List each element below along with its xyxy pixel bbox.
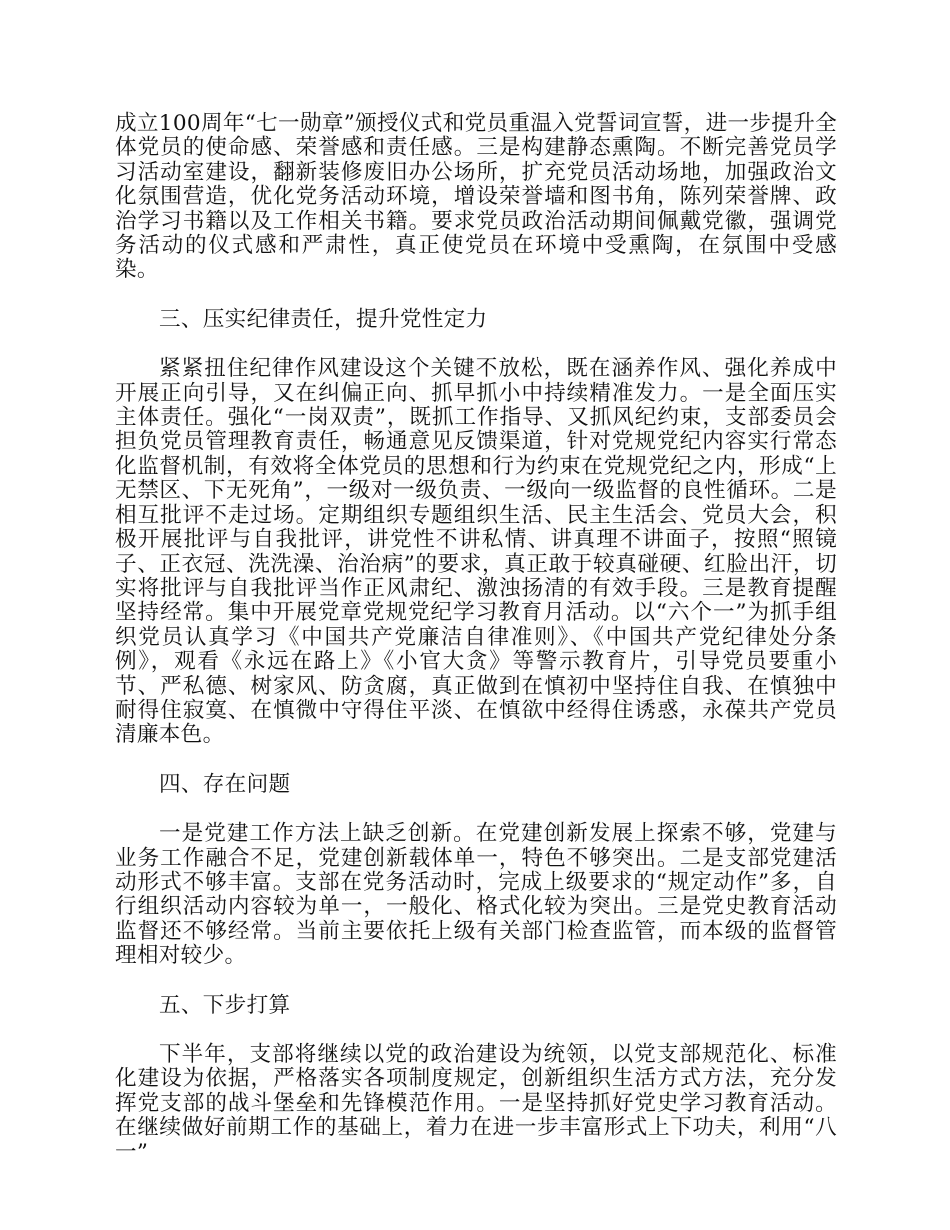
- paragraph-gap: [115, 332, 837, 357]
- document-page: [115, 112, 837, 1165]
- paragraph-section-5: 下半年，支部将继续以党的政治建设为统领，以党支部规范化、标准化建设为依据，严格落实各项制度规定，创新组织生活方式方法，充分发挥党支部的战斗堡垒和先锋模范作用。一是坚持抓好党史学习教育活动。在继续做好前期工作的基础上，着力在进一步丰富形式上下功夫，利用“八一”: [115, 1042, 837, 1165]
- paragraph-section-4: 一是党建工作方法上缺乏创新。在党建创新发展上探索不够，党建与业务工作融合不足，党建创新载体单一，特色不够突出。二是支部党建活动形式不够丰富。支部在党务活动时，完成上级要求的“规定动作”多，自行组织活动内容较为单一，一般化、格式化较为突出。三是党史教育活动监督还不够经常。当前主要依托上级有关部门检查监管，而本级的监督管理相对较少。: [115, 821, 837, 969]
- section-heading-3: 三、压实纪律责任，提升党性定力: [159, 306, 488, 332]
- paragraph-gap: [115, 283, 837, 308]
- paragraph-gap: [115, 1018, 837, 1043]
- section-heading-5: 五、下步打算: [159, 992, 291, 1018]
- paragraph-gap: [115, 748, 837, 773]
- section-heading-4: 四、存在问题: [159, 771, 291, 797]
- paragraph-gap: [115, 797, 837, 822]
- paragraph-continued: 成立100周年“七一勋章”颁授仪式和党员重温入党誓词宣誓，进一步提升全体党员的使命感、荣誉感和责任感。三是构建静态熏陶。不断完善党员学习活动室建设，翻新装修废旧办公场所，扩充党员活动场地，加强政治文化氛围营造，优化党务活动环境，增设荣誉墙和图书角，陈列荣誉牌、政治学习书籍以及工作相关书籍。要求党员政治活动期间佩戴党徽，强调党务活动的仪式感和严肃性，真正使党员在环境中受熏陶，在氛围中受感染。: [115, 111, 837, 283]
- paragraph-gap: [115, 969, 837, 994]
- paragraph-section-3: 紧紧扭住纪律作风建设这个关键不放松，既在涵养作风、强化养成中开展正向引导，又在纠偏正向、抓早抓小中持续精准发力。一是全面压实主体责任。强化“一岗双责”，既抓工作指导、又抓风纪约束，支部委员会担负党员管理教育责任，畅通意见反馈渠道，针对党规党纪内容实行常态化监督机制，有效将全体党员的思想和行为约束在党规党纪之内，形成“上无禁区、下无死角”，一级对一级负责、一级向一级监督的良性循环。二是相互批评不走过场。定期组织专题组织生活、民主生活会、党员大会，积极开展批评与自我批评，讲党性不讲私情、讲真理不讲面子，按照“照镜子、正衣冠、洗洗澡、治治病”的要求，真正敢于较真碰硬、红脸出汗，切实将批评与自我批评当作正风肃纪、激浊扬清的有效手段。三是教育提醒坚持经常。集中开展党章党规党纪学习教育月活动。以“六个一”为抓手组织党员认真学习《中国共产党廉洁自律准则》、《中国共产党纪律处分条例》，观看《永远在路上》《小官大贪》等警示教育片，引导党员要重小节、严私德、树家风、防贪腐，真正做到在慎初中坚持住自我、在慎独中耐得住寂寞、在慎微中守得住平淡、在慎欲中经得住诱惑，永葆共产党员清廉本色。: [115, 356, 837, 748]
